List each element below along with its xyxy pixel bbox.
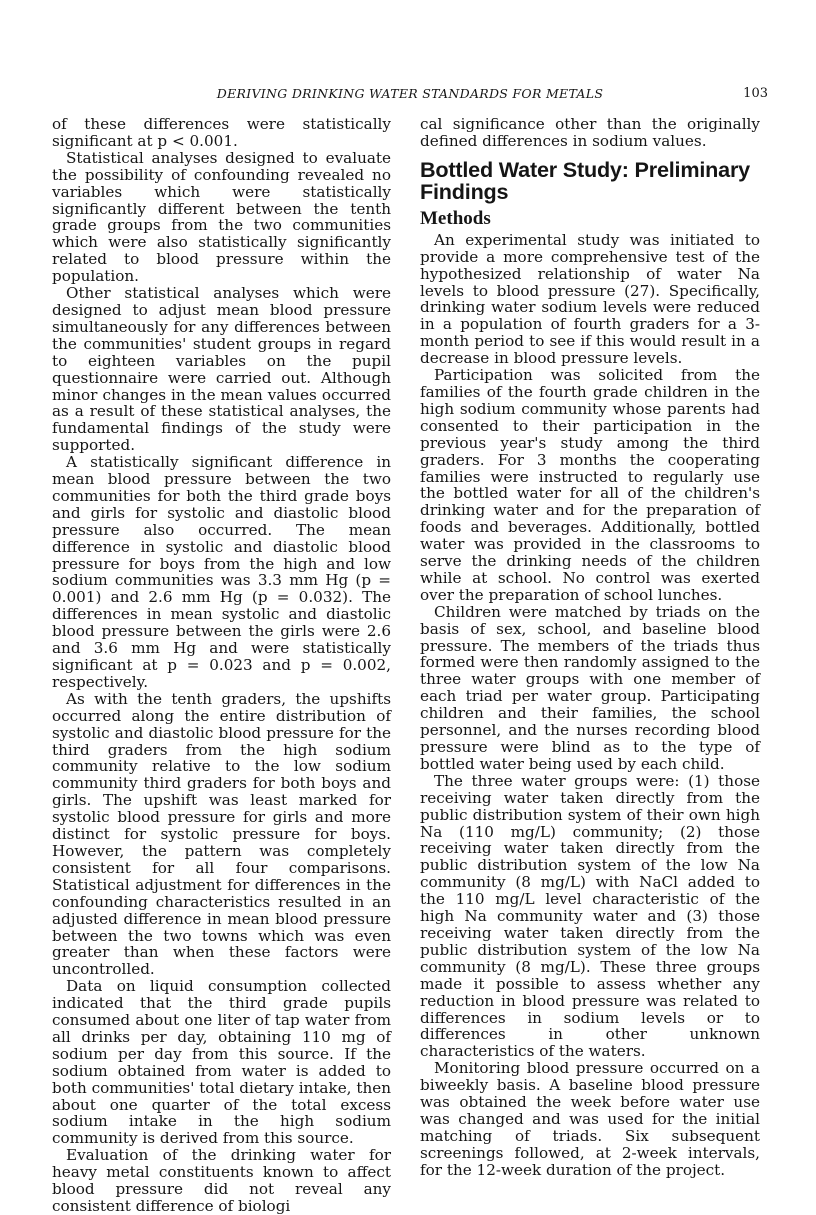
paragraph: Evaluation of the drinking water for heavy metal constituents known to affect blood pressure did not reveal any consistent difference of biologi <box>52 1146 391 1215</box>
left-column <box>52 116 391 1215</box>
paragraph: Data on liquid consumption collected indicated that the third grade pupils consumed about one liter of tap water from all drinks per day, obtaining 110 mg of sodium per day from this source. If the sodium obtained from water is added to both communities' total dietary intake, then about one quarter of the total excess sodium intake in the high sodium community is derived from this source. <box>52 977 391 1148</box>
paragraph: Children were matched by triads on the basis of sex, school, and baseline blood pressure. The members of the triads thus formed were then randomly assigned to the three water groups with one member of each triad per water group. Participating children and their families, the school personnel, and the nurses recording blood pressure were blind as to the type of bottled water being used by each child. <box>420 602 760 773</box>
paragraph: Statistical analyses designed to evaluate the possibility of confounding revealed no variables which were statistically significantly different between the tenth grade groups from the two communities which were also statistically significantly related to blood pressure within the population. <box>52 148 391 286</box>
paragraph: A statistically significant difference in mean blood pressure between the two communities for both the third grade boys and girls for systolic and diastolic blood pressure also occurred. The mean difference in systolic and diastolic blood pressure for boys from the high and low sodium communities was 3.3 mm Hg (p = 0.001) and 2.6 mm Hg (p = 0.032). The differences in mean systolic and diastolic blood pressure between the girls were 2.6 and 3.6 mm Hg and were statistically significant at p = 0.023 and p = 0.002, respectively. <box>52 453 391 691</box>
paragraph: Participation was solicited from the families of the fourth grade children in the high sodium community whose parents had consented to their participation in the previous year's study among the third graders. For 3 months the cooperating families were instructed to regularly use the bottled water for all of the children's drinking water and for the preparation of foods and beverages. Additionally, bottled water was provided in the classrooms to serve the drinking needs of the children while at school. No control was exerted over the preparation of school lunches. <box>420 366 760 604</box>
running-header <box>52 86 768 106</box>
section-heading: Bottled Water Study: Preliminary Findings <box>420 156 750 205</box>
paragraph: of these differences were statistically significant at p < 0.001. <box>52 115 391 150</box>
subsection-heading: Methods <box>420 207 491 229</box>
paragraph: Other statistical analyses which were designed to adjust mean blood pressure simultaneously for any differences between the communities' student groups in regard to eighteen variables on the pupil questionnaire were carried out. Although minor changes in the mean values occurred as a result of these statistical analyses, the fundamental findings of the study were supported. <box>52 284 391 455</box>
paragraph: Monitoring blood pressure occurred on a biweekly basis. A baseline blood pressure was obtained the week before water use was changed and was used for the initial matching of triads. Six subsequent screenings followed, at 2-week intervals, for the 12-week duration of the project. <box>420 1059 760 1179</box>
paragraph: cal significance other than the originally defined differences in sodium values. <box>420 115 760 150</box>
page-number: 103 <box>743 86 768 101</box>
paragraph: As with the tenth graders, the upshifts occurred along the entire distribution of systolic and diastolic blood pressure for the third graders from the high sodium community relative to the low sodium community third graders for both boys and girls. The upshift was least marked for systolic blood pressure for girls and more distinct for systolic pressure for boys. However, the pattern was completely consistent for all four comparisons. Statistical adjustment for differences in the confounding characteristics resulted in an adjusted difference in mean blood pressure between the two towns which was even greater than when these factors were uncontrolled. <box>52 689 391 979</box>
paragraph: An experimental study was initiated to provide a more comprehensive test of the hypothesized relationship of water Na levels to blood pressure (27). Specifically, drinking water sodium levels were reduced in a population of fourth graders for a 3-month period to see if this would result in a decrease in blood pressure levels. <box>420 230 760 368</box>
right-column <box>420 116 760 1179</box>
paragraph: The three water groups were: (1) those receiving water taken directly from the public distribution system of their own high Na (110 mg/L) community; (2) those receiving water taken directly from the public distribution system of the low Na community (8 mg/L) with NaCl added to the 110 mg/L level characteristic of the high Na community water and (3) those receiving water taken directly from the public distribution system of the low Na community (8 mg/L). These three groups made it possible to assess whether any reduction in blood pressure was related to differences in sodium levels or to differences in other unknown characteristics of the waters. <box>420 771 760 1061</box>
running-title: DERIVING DRINKING WATER STANDARDS FOR METALS <box>216 86 604 101</box>
